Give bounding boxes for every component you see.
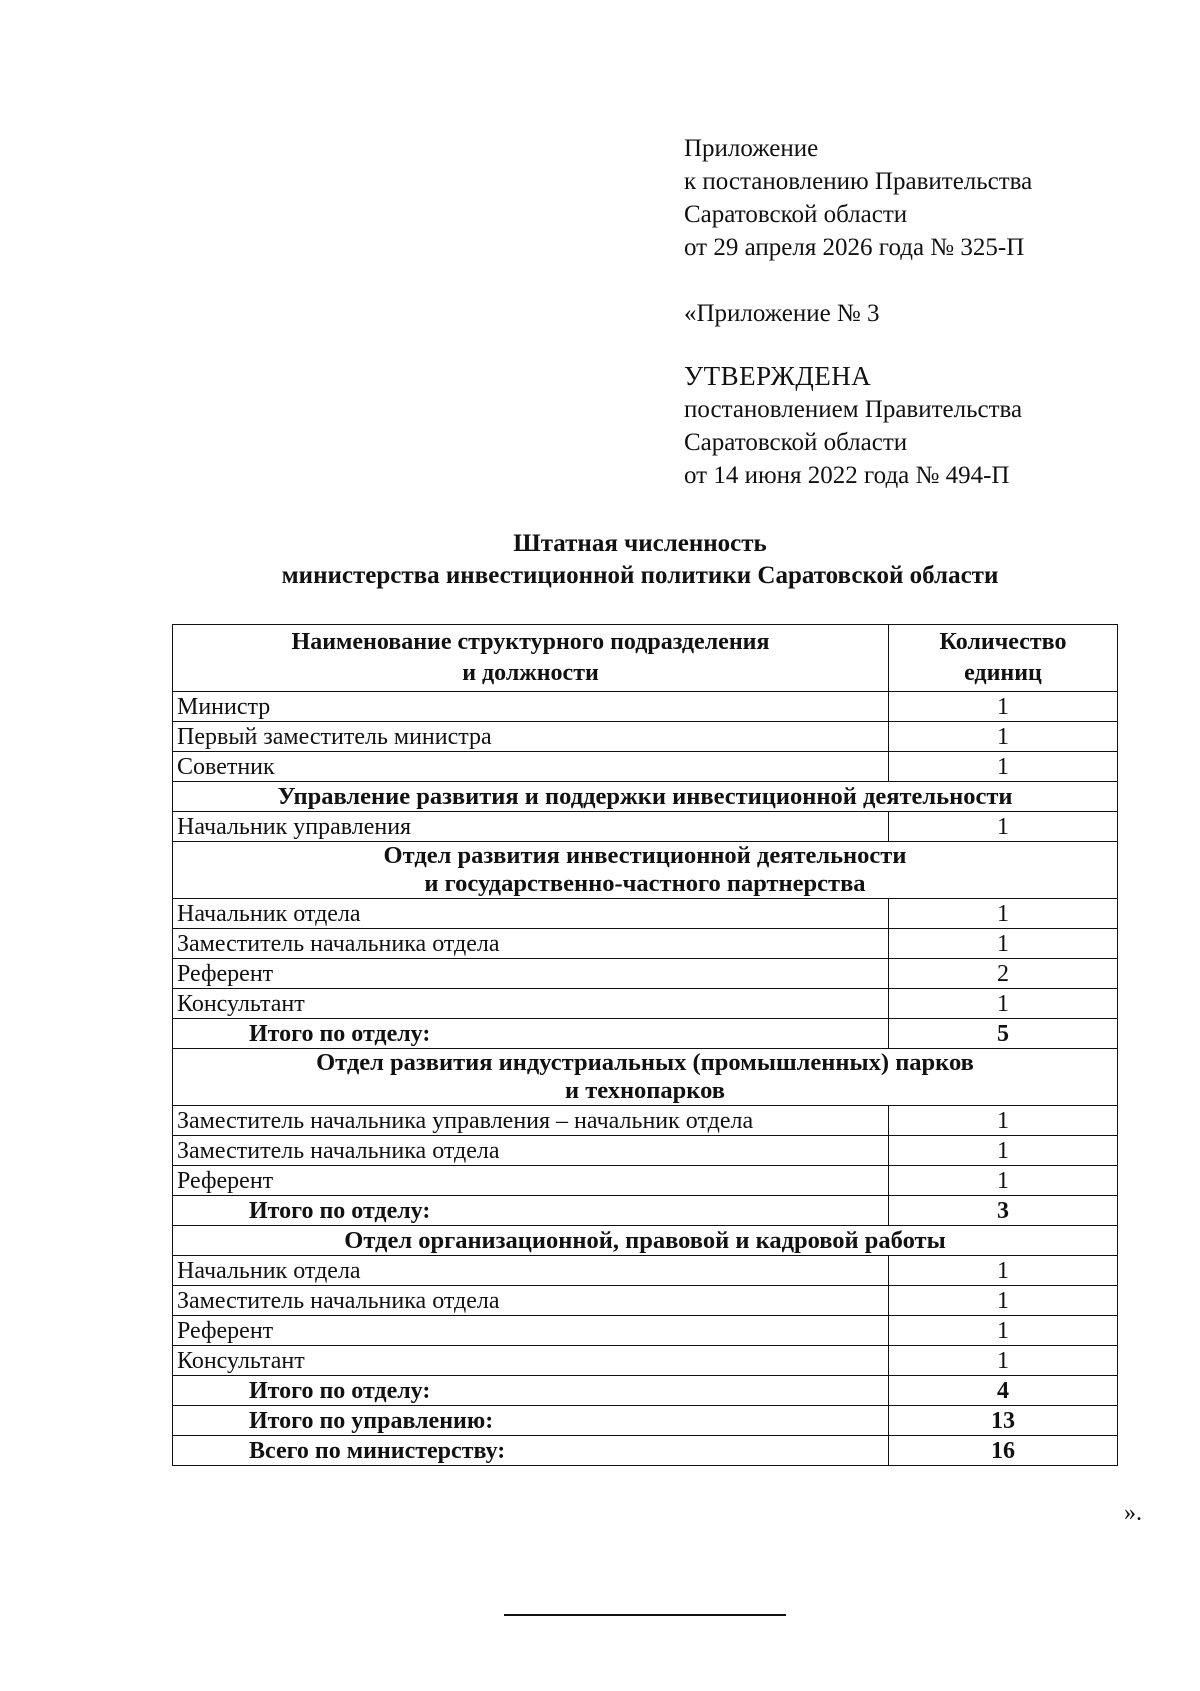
position-quantity: 1 — [889, 1286, 1118, 1316]
table-row — [173, 1286, 1118, 1316]
total-label: Итого по отделу: — [173, 1019, 889, 1049]
total-row — [173, 1196, 1118, 1226]
title-line-2: министерства инвестиционной политики Саратовской области — [281, 562, 999, 589]
title-line-1: Штатная численность — [513, 530, 767, 557]
position-quantity: 1 — [889, 1316, 1118, 1346]
total-label: Итого по отделу: — [173, 1376, 889, 1406]
position-name: Первый заместитель министра — [173, 722, 889, 752]
position-name: Референт — [173, 1316, 889, 1346]
table-row — [173, 959, 1118, 989]
position-name: Начальник отдела — [173, 899, 889, 929]
position-name: Референт — [173, 959, 889, 989]
position-name: Начальник управления — [173, 812, 889, 842]
total-label: Итого по управлению: — [173, 1406, 889, 1436]
table-row — [173, 752, 1118, 782]
position-quantity: 2 — [889, 959, 1118, 989]
position-quantity: 1 — [889, 1346, 1118, 1376]
appendix-header — [684, 132, 1164, 492]
footer-divider — [504, 1614, 786, 1616]
table-row — [173, 1166, 1118, 1196]
position-name: Референт — [173, 1166, 889, 1196]
position-name: Консультант — [173, 1346, 889, 1376]
table-row — [173, 1316, 1118, 1346]
position-quantity: 1 — [889, 1136, 1118, 1166]
total-quantity: 13 — [889, 1406, 1118, 1436]
position-name: Заместитель начальника отдела — [173, 1286, 889, 1316]
position-quantity: 1 — [889, 1166, 1118, 1196]
table-row — [173, 899, 1118, 929]
table-row — [173, 1136, 1118, 1166]
total-label: Итого по отделу: — [173, 1196, 889, 1226]
position-name: Советник — [173, 752, 889, 782]
approved-line: от 14 июня 2022 года № 494-П — [684, 462, 1010, 489]
approved-line: Саратовской области — [684, 429, 908, 456]
total-quantity: 5 — [889, 1019, 1118, 1049]
position-quantity: 1 — [889, 929, 1118, 959]
header-qty-line: единиц — [964, 660, 1042, 686]
position-quantity: 1 — [889, 1106, 1118, 1136]
total-label: Всего по министерству: — [173, 1436, 889, 1466]
total-row — [173, 1019, 1118, 1049]
total-row — [173, 1376, 1118, 1406]
section-title-line: Отдел развития индустриальных (промышленных) парков — [316, 1049, 974, 1076]
header-qty-line: Количество — [939, 629, 1067, 655]
section-row — [173, 842, 1118, 899]
section-row — [173, 1226, 1118, 1256]
total-row — [173, 1406, 1118, 1436]
section-title — [173, 782, 1118, 812]
header-qty-cell — [889, 625, 1118, 692]
position-name: Министр — [173, 692, 889, 722]
section-title-line: Отдел развития инвестиционной деятельности — [383, 842, 907, 869]
position-quantity: 1 — [889, 899, 1118, 929]
appendix-line: от 29 апреля 2026 года № 325-П — [684, 234, 1025, 261]
section-title — [173, 1049, 1118, 1106]
header-name-cell — [173, 625, 889, 692]
position-quantity: 1 — [889, 722, 1118, 752]
appendix-line: Саратовской области — [684, 201, 908, 228]
appendix-number: «Приложение № 3 — [684, 300, 880, 327]
position-quantity: 1 — [889, 692, 1118, 722]
position-name: Начальник отдела — [173, 1256, 889, 1286]
header-name-line: и должности — [462, 660, 599, 686]
header-name-line: Наименование структурного подразделения — [291, 629, 770, 655]
section-title — [173, 1226, 1118, 1256]
section-title-line: и государственно-частного партнерства — [424, 870, 866, 897]
approved-title: УТВЕРЖДЕНА — [684, 361, 872, 391]
total-row — [173, 1436, 1118, 1466]
table-row — [173, 692, 1118, 722]
position-quantity: 1 — [889, 812, 1118, 842]
table-row — [173, 722, 1118, 752]
table-row — [173, 1346, 1118, 1376]
section-row — [173, 1049, 1118, 1106]
staff-table — [172, 624, 1118, 1466]
staff-table-body — [173, 692, 1118, 1466]
table-row — [173, 989, 1118, 1019]
total-quantity: 4 — [889, 1376, 1118, 1406]
position-name: Заместитель начальника отдела — [173, 1136, 889, 1166]
position-quantity: 1 — [889, 1256, 1118, 1286]
closing-quote: ». — [1124, 1500, 1142, 1526]
section-title-line: Управление развития и поддержки инвестиционной деятельности — [277, 782, 1013, 810]
position-quantity: 1 — [889, 989, 1118, 1019]
position-name: Заместитель начальника управления – начальник отдела — [173, 1106, 889, 1136]
section-title-line: Отдел организационной, правовой и кадровой работы — [344, 1226, 946, 1254]
total-quantity: 3 — [889, 1196, 1118, 1226]
position-name: Заместитель начальника отдела — [173, 929, 889, 959]
table-row — [173, 812, 1118, 842]
appendix-line: к постановлению Правительства — [684, 168, 1033, 195]
position-quantity: 1 — [889, 752, 1118, 782]
section-row — [173, 782, 1118, 812]
document-title — [160, 528, 1120, 592]
table-row — [173, 1106, 1118, 1136]
section-title — [173, 842, 1118, 899]
position-name: Консультант — [173, 989, 889, 1019]
section-title-line: и технопарков — [565, 1077, 725, 1104]
approved-line: постановлением Правительства — [684, 396, 1023, 423]
table-row — [173, 1256, 1118, 1286]
table-row — [173, 929, 1118, 959]
total-quantity: 16 — [889, 1436, 1118, 1466]
appendix-line: Приложение — [684, 135, 819, 162]
table-header-row — [173, 625, 1118, 692]
